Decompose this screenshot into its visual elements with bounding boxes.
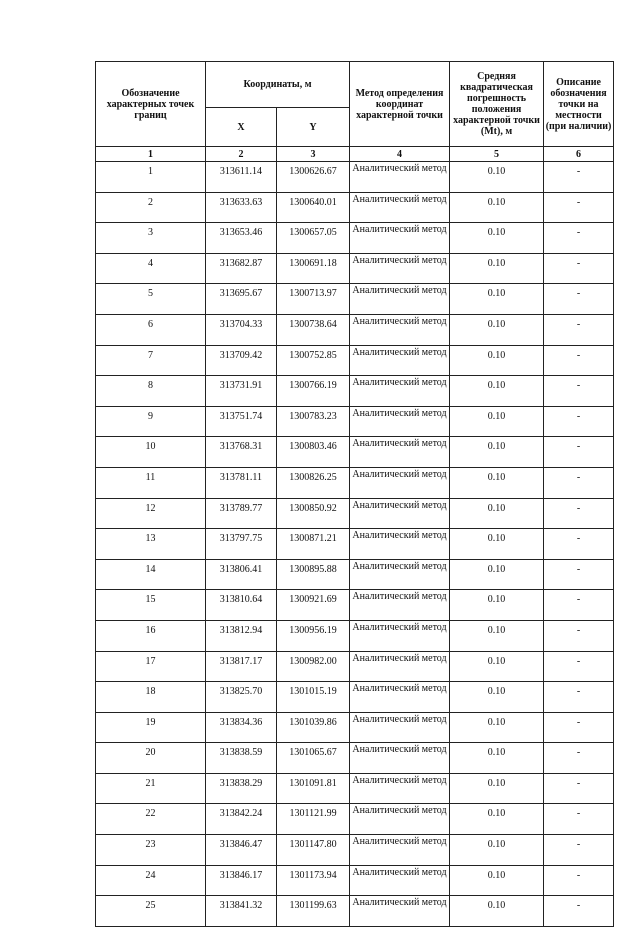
coordinate-x: 313781.11 <box>206 467 277 498</box>
mean-error: 0.10 <box>450 773 544 804</box>
method: Аналитический метод <box>350 712 450 743</box>
table-row <box>96 162 614 193</box>
coordinate-x: 313838.59 <box>206 743 277 774</box>
coordinate-x: 313653.46 <box>206 223 277 254</box>
mean-error: 0.10 <box>450 467 544 498</box>
method: Аналитический метод <box>350 835 450 866</box>
column-number: 5 <box>450 147 544 162</box>
mean-error: 0.10 <box>450 223 544 254</box>
coordinate-x: 313704.33 <box>206 314 277 345</box>
coordinate-y: 1300826.25 <box>277 467 350 498</box>
point-number: 20 <box>96 743 206 774</box>
table-row <box>96 253 614 284</box>
mean-error: 0.10 <box>450 376 544 407</box>
description: - <box>544 162 614 193</box>
mean-error: 0.10 <box>450 804 544 835</box>
method: Аналитический метод <box>350 804 450 835</box>
point-number: 18 <box>96 682 206 713</box>
point-number: 5 <box>96 284 206 315</box>
point-number: 7 <box>96 345 206 376</box>
mean-error: 0.10 <box>450 192 544 223</box>
mean-error: 0.10 <box>450 896 544 927</box>
coordinate-x: 313751.74 <box>206 406 277 437</box>
mean-error: 0.10 <box>450 437 544 468</box>
point-number: 13 <box>96 529 206 560</box>
mean-error: 0.10 <box>450 682 544 713</box>
coordinate-y: 1300850.92 <box>277 498 350 529</box>
method: Аналитический метод <box>350 590 450 621</box>
coordinate-y: 1301065.67 <box>277 743 350 774</box>
mean-error: 0.10 <box>450 590 544 621</box>
coordinate-x: 313768.31 <box>206 437 277 468</box>
mean-error: 0.10 <box>450 314 544 345</box>
table-row <box>96 804 614 835</box>
header-x: X <box>206 108 277 147</box>
mean-error: 0.10 <box>450 559 544 590</box>
description: - <box>544 498 614 529</box>
table-row <box>96 223 614 254</box>
header-method: Метод определения координат характерной точки <box>350 62 450 147</box>
method: Аналитический метод <box>350 773 450 804</box>
boundary-points-table <box>95 61 614 927</box>
description: - <box>544 192 614 223</box>
coordinate-x: 313682.87 <box>206 253 277 284</box>
coordinate-y: 1301039.86 <box>277 712 350 743</box>
table-row <box>96 835 614 866</box>
table-row <box>96 376 614 407</box>
point-number: 16 <box>96 620 206 651</box>
method: Аналитический метод <box>350 223 450 254</box>
coordinate-x: 313838.29 <box>206 773 277 804</box>
mean-error: 0.10 <box>450 743 544 774</box>
table-row <box>96 437 614 468</box>
description: - <box>544 284 614 315</box>
coordinate-x: 313842.24 <box>206 804 277 835</box>
mean-error: 0.10 <box>450 865 544 896</box>
table-row <box>96 284 614 315</box>
table-row <box>96 314 614 345</box>
coordinate-y: 1300982.00 <box>277 651 350 682</box>
mean-error: 0.10 <box>450 284 544 315</box>
description: - <box>544 896 614 927</box>
coordinate-x: 313633.63 <box>206 192 277 223</box>
description: - <box>544 651 614 682</box>
coordinate-y: 1301121.99 <box>277 804 350 835</box>
method: Аналитический метод <box>350 253 450 284</box>
mean-error: 0.10 <box>450 529 544 560</box>
point-number: 10 <box>96 437 206 468</box>
method: Аналитический метод <box>350 559 450 590</box>
table-row <box>96 345 614 376</box>
method: Аналитический метод <box>350 467 450 498</box>
method: Аналитический метод <box>350 437 450 468</box>
point-number: 11 <box>96 467 206 498</box>
description: - <box>544 712 614 743</box>
mean-error: 0.10 <box>450 620 544 651</box>
header-coordinates: Координаты, м <box>206 62 350 108</box>
coordinate-x: 313812.94 <box>206 620 277 651</box>
mean-error: 0.10 <box>450 651 544 682</box>
column-number: 3 <box>277 147 350 162</box>
method: Аналитический метод <box>350 865 450 896</box>
coordinate-y: 1301147.80 <box>277 835 350 866</box>
header-mean-error: Средняя квадратическая погрешность положения характерной точки (Mt), м <box>450 62 544 147</box>
coordinate-x: 313817.17 <box>206 651 277 682</box>
coordinate-y: 1300657.05 <box>277 223 350 254</box>
coordinate-x: 313841.32 <box>206 896 277 927</box>
table-row <box>96 896 614 927</box>
method: Аналитический метод <box>350 376 450 407</box>
point-number: 8 <box>96 376 206 407</box>
table-row <box>96 406 614 437</box>
table-row <box>96 682 614 713</box>
description: - <box>544 620 614 651</box>
table-row <box>96 192 614 223</box>
coordinate-y: 1300626.67 <box>277 162 350 193</box>
description: - <box>544 865 614 896</box>
mean-error: 0.10 <box>450 835 544 866</box>
coordinate-y: 1300921.69 <box>277 590 350 621</box>
coordinate-y: 1301199.63 <box>277 896 350 927</box>
method: Аналитический метод <box>350 620 450 651</box>
coordinate-x: 313789.77 <box>206 498 277 529</box>
coordinate-y: 1300766.19 <box>277 376 350 407</box>
point-number: 24 <box>96 865 206 896</box>
point-number: 21 <box>96 773 206 804</box>
coordinate-y: 1300895.88 <box>277 559 350 590</box>
column-number: 4 <box>350 147 450 162</box>
coordinate-x: 313825.70 <box>206 682 277 713</box>
coordinate-y: 1300713.97 <box>277 284 350 315</box>
mean-error: 0.10 <box>450 498 544 529</box>
point-number: 3 <box>96 223 206 254</box>
method: Аналитический метод <box>350 896 450 927</box>
description: - <box>544 773 614 804</box>
point-number: 12 <box>96 498 206 529</box>
coordinate-y: 1300871.21 <box>277 529 350 560</box>
point-number: 2 <box>96 192 206 223</box>
header-point-designation: Обозначение характерных точек границ <box>96 62 206 147</box>
point-number: 4 <box>96 253 206 284</box>
coordinate-y: 1301091.81 <box>277 773 350 804</box>
description: - <box>544 437 614 468</box>
coordinate-x: 313846.17 <box>206 865 277 896</box>
coordinate-y: 1300783.23 <box>277 406 350 437</box>
method: Аналитический метод <box>350 529 450 560</box>
description: - <box>544 406 614 437</box>
table-row <box>96 467 614 498</box>
description: - <box>544 743 614 774</box>
coordinate-x: 313709.42 <box>206 345 277 376</box>
description: - <box>544 804 614 835</box>
coordinate-y: 1301015.19 <box>277 682 350 713</box>
description: - <box>544 559 614 590</box>
table-row <box>96 529 614 560</box>
point-number: 9 <box>96 406 206 437</box>
point-number: 23 <box>96 835 206 866</box>
table-row <box>96 651 614 682</box>
coordinate-y: 1300640.01 <box>277 192 350 223</box>
table-row <box>96 865 614 896</box>
point-number: 14 <box>96 559 206 590</box>
description: - <box>544 590 614 621</box>
coordinate-x: 313695.67 <box>206 284 277 315</box>
column-number: 2 <box>206 147 277 162</box>
coordinate-x: 313797.75 <box>206 529 277 560</box>
method: Аналитический метод <box>350 682 450 713</box>
coordinate-y: 1300956.19 <box>277 620 350 651</box>
mean-error: 0.10 <box>450 406 544 437</box>
method: Аналитический метод <box>350 651 450 682</box>
description: - <box>544 376 614 407</box>
description: - <box>544 253 614 284</box>
description: - <box>544 835 614 866</box>
table-row <box>96 743 614 774</box>
coordinate-y: 1301173.94 <box>277 865 350 896</box>
method: Аналитический метод <box>350 284 450 315</box>
method: Аналитический метод <box>350 162 450 193</box>
coordinate-x: 313834.36 <box>206 712 277 743</box>
point-number: 19 <box>96 712 206 743</box>
column-number: 6 <box>544 147 614 162</box>
table-row <box>96 712 614 743</box>
mean-error: 0.10 <box>450 253 544 284</box>
point-number: 15 <box>96 590 206 621</box>
point-number: 6 <box>96 314 206 345</box>
mean-error: 0.10 <box>450 345 544 376</box>
coordinate-y: 1300752.85 <box>277 345 350 376</box>
point-number: 22 <box>96 804 206 835</box>
table-row <box>96 620 614 651</box>
mean-error: 0.10 <box>450 712 544 743</box>
coordinate-y: 1300738.64 <box>277 314 350 345</box>
table-row <box>96 773 614 804</box>
header-description: Описание обозначения точки на местности (при наличии) <box>544 62 614 147</box>
method: Аналитический метод <box>350 406 450 437</box>
point-number: 1 <box>96 162 206 193</box>
method: Аналитический метод <box>350 498 450 529</box>
coordinate-x: 313806.41 <box>206 559 277 590</box>
table-row <box>96 590 614 621</box>
point-number: 17 <box>96 651 206 682</box>
description: - <box>544 223 614 254</box>
table-row <box>96 498 614 529</box>
method: Аналитический метод <box>350 314 450 345</box>
method: Аналитический метод <box>350 192 450 223</box>
header-y: Y <box>277 108 350 147</box>
mean-error: 0.10 <box>450 162 544 193</box>
table-row <box>96 559 614 590</box>
method: Аналитический метод <box>350 743 450 774</box>
table-body <box>96 162 614 927</box>
coordinate-y: 1300691.18 <box>277 253 350 284</box>
coordinate-x: 313731.91 <box>206 376 277 407</box>
description: - <box>544 467 614 498</box>
method: Аналитический метод <box>350 345 450 376</box>
coordinate-x: 313846.47 <box>206 835 277 866</box>
description: - <box>544 345 614 376</box>
description: - <box>544 314 614 345</box>
description: - <box>544 682 614 713</box>
column-number: 1 <box>96 147 206 162</box>
coordinate-x: 313611.14 <box>206 162 277 193</box>
coordinate-y: 1300803.46 <box>277 437 350 468</box>
coordinate-x: 313810.64 <box>206 590 277 621</box>
description: - <box>544 529 614 560</box>
point-number: 25 <box>96 896 206 927</box>
